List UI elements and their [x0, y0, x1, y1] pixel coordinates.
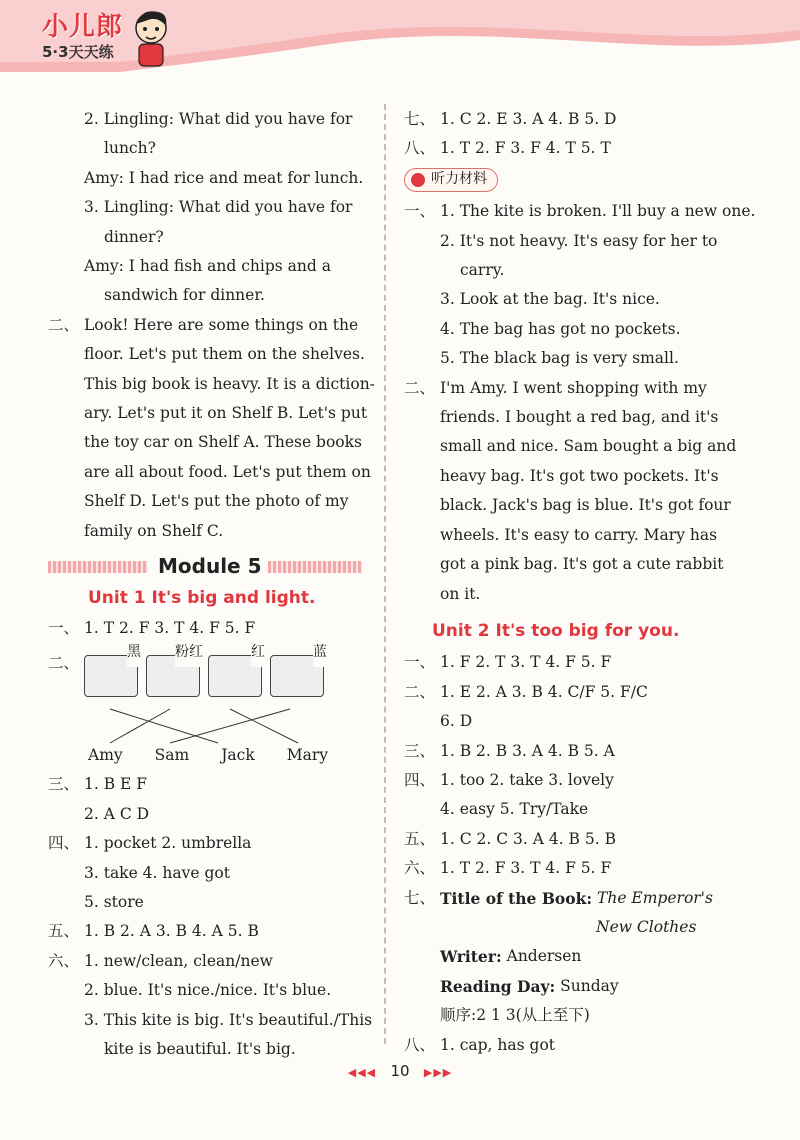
name-label: Mary [286, 745, 328, 764]
dialogue-line: 2. Lingling: What did you have for [84, 110, 353, 128]
passage-line: Shelf D. Let's put the photo of my [84, 492, 349, 511]
reading-day-value: Sunday [560, 976, 619, 995]
bag-color-label: 蓝 [313, 638, 327, 667]
column-divider [384, 104, 386, 1044]
passage-line: family on Shelf C. [84, 521, 224, 540]
answer-row [404, 972, 724, 1001]
listening-line: black. Jack's bag is blue. It's got four [440, 496, 731, 515]
module-stripe-left [48, 561, 148, 573]
listening-row [404, 344, 724, 373]
section-label: 八、 [404, 1035, 436, 1054]
section-label: 二、 [404, 378, 436, 397]
answer-row [404, 737, 724, 766]
book-title: The Emperor's [597, 888, 713, 907]
answer-text: 6. D [440, 712, 473, 731]
answer-text: 1. T 2. F 3. T 4. F 5. F [440, 859, 612, 878]
answer-text: 1. pocket 2. umbrella [84, 834, 252, 853]
section-label: 三、 [48, 775, 80, 794]
answer-text: 2. blue. It's nice./nice. It's blue. [84, 981, 332, 1000]
answer-row [48, 770, 368, 799]
listening-line: small and nice. Sam bought a big and [440, 437, 737, 456]
module-title: Module 5 [152, 552, 268, 581]
dialogue-line: sandwich for dinner. [104, 286, 265, 305]
dialogue-line: dinner? [104, 227, 164, 246]
answer-text: 1. E 2. A 3. B 4. C/F 5. F/C [440, 682, 648, 701]
answer-row [404, 105, 724, 134]
module-stripe-right [258, 561, 362, 573]
passage-block [48, 340, 375, 546]
section-label: 六、 [48, 951, 80, 970]
answer-text: 3. take 4. have got [84, 863, 230, 882]
dialogue-block [48, 105, 368, 311]
listening-row [404, 285, 724, 314]
section-label: 一、 [48, 618, 80, 637]
answer-row [404, 942, 724, 971]
name-label: Sam [154, 745, 190, 764]
page-number: 10 [390, 1062, 410, 1080]
answer-row [404, 913, 724, 942]
answer-text: 1. F 2. T 3. T 4. F 5. F [440, 653, 612, 672]
listening-row [404, 315, 724, 344]
bag-matching-row [48, 643, 368, 713]
passage-line: ary. Let's put it on Shelf B. Let's put [84, 404, 368, 423]
section-label: 六、 [404, 859, 436, 878]
brand-name: 小儿郎 [42, 12, 124, 42]
book-title-label: Title of the Book: [440, 888, 593, 908]
answer-text: kite is beautiful. It's big. [104, 1039, 296, 1058]
bag-picture [84, 643, 141, 697]
answer-row [48, 800, 368, 829]
listening-line: I'm Amy. I went shopping with my [440, 378, 707, 397]
series-name: 5·3天天练 [42, 43, 114, 61]
listening-line: got a pink bag. It's got a cute rabbit [440, 555, 724, 574]
listening-row [404, 197, 756, 226]
listening-line: heavy bag. It's got two pockets. It's [440, 466, 719, 485]
mascot-boy-icon [128, 6, 174, 68]
section-label: 四、 [48, 834, 80, 853]
listening-passage [404, 403, 737, 609]
dialogue-line: 3. Lingling: What did you have for [84, 198, 353, 217]
answer-row [48, 1006, 373, 1035]
answer-row [48, 888, 368, 917]
left-column [48, 105, 375, 1064]
listening-row [404, 374, 724, 403]
passage-line: floor. Let's put them on the shelves. [84, 345, 365, 364]
section-2-row [48, 311, 368, 340]
section-label: 五、 [48, 922, 80, 941]
listening-row [404, 227, 724, 256]
answer-row [48, 859, 368, 888]
answer-row [48, 917, 368, 946]
listening-line: 2. It's not heavy. It's easy for her to [440, 231, 718, 250]
passage-line: Look! Here are some things on the [84, 315, 359, 334]
section-label: 七、 [404, 888, 436, 907]
dialogue-line: lunch? [104, 139, 156, 158]
section-label: 三、 [404, 741, 436, 760]
section-label: 八、 [404, 139, 436, 158]
answer-text: 1. too 2. take 3. lovely [440, 770, 614, 789]
section-label: 四、 [404, 770, 436, 789]
answer-text: 1. cap, has got [440, 1035, 556, 1054]
answer-row [404, 1001, 724, 1030]
name-label: Jack [221, 745, 255, 764]
listening-row [404, 256, 724, 285]
answer-text: 1. B E F [84, 775, 148, 794]
answer-text: 1. C 2. E 3. A 4. B 5. D [440, 110, 617, 128]
right-arrows-icon: ▶▶▶ [423, 1066, 453, 1079]
answer-text: 2. A C D [84, 804, 150, 823]
answer-row [404, 648, 724, 677]
bag-color-label: 粉红 [175, 638, 203, 667]
listening-line: 5. The black bag is very small. [440, 349, 679, 368]
answer-row [404, 707, 724, 736]
answer-text: 5. store [84, 892, 144, 911]
listening-line: 4. The bag has got no pockets. [440, 319, 681, 338]
answer-row [404, 884, 724, 913]
brand-logo [42, 6, 123, 62]
listening-line: wheels. It's easy to carry. Mary has [440, 525, 718, 544]
section-label: 七、 [404, 110, 436, 128]
bag-picture [208, 643, 265, 697]
answer-text: 1. C 2. C 3. A 4. B 5. B [440, 829, 616, 848]
answer-text: 1. T 2. F 3. T 4. F 5. F [84, 618, 256, 637]
answer-text: 4. easy 5. Try/Take [440, 800, 589, 819]
bag-color-label: 黑 [127, 638, 141, 667]
answer-row [404, 678, 724, 707]
section-label: 二、 [48, 653, 80, 672]
listening-line: carry. [460, 261, 505, 280]
book-title-cont: New Clothes [596, 917, 697, 936]
unit-1-title: Unit 1 It's big and light. [88, 588, 316, 609]
listening-line: 3. Look at the bag. It's nice. [440, 290, 660, 309]
answer-row [404, 766, 724, 795]
left-arrows-icon: ◀◀◀ [347, 1066, 377, 1079]
listening-line: on it. [440, 584, 481, 603]
passage-line: the toy car on Shelf A. These books [84, 433, 362, 452]
headphones-icon [411, 173, 425, 187]
writer-label: Writer: [440, 947, 502, 967]
writer-value: Andersen [506, 947, 582, 966]
listening-label: 听力材料 [431, 171, 487, 188]
section-label: 一、 [404, 202, 436, 221]
answer-row [404, 854, 724, 883]
section-label: 一、 [404, 653, 436, 672]
dialogue-line: Amy: I had fish and chips and a [84, 257, 331, 276]
listening-line: friends. I bought a red bag, and it's [440, 408, 719, 427]
bag-pictures [84, 643, 327, 713]
unit-2-title: Unit 2 It's too big for you. [432, 620, 680, 641]
answer-row [48, 829, 368, 858]
answer-text: 1. B 2. A 3. B 4. A 5. B [84, 922, 259, 941]
answer-row [48, 947, 368, 976]
bag-color-label: 红 [251, 638, 265, 667]
bag-picture [146, 643, 203, 697]
name-label: Amy [88, 745, 123, 764]
name-labels [88, 741, 328, 770]
section-label: 二、 [48, 315, 80, 334]
answer-row [48, 1035, 368, 1064]
page-footer [0, 1062, 800, 1080]
section-label: 五、 [404, 829, 436, 848]
answer-row [48, 976, 368, 1005]
right-column [404, 105, 756, 1060]
reading-day-label: Reading Day: [440, 976, 556, 996]
answer-text: 1. new/clean, clean/new [84, 951, 273, 970]
passage-line: This big book is heavy. It is a diction- [84, 374, 375, 393]
answer-text: 1. T 2. F 3. F 4. T 5. T [440, 139, 611, 158]
answer-text: 3. This kite is big. It's beautiful./This [84, 1010, 373, 1029]
listening-material-tag [404, 168, 498, 192]
answer-row [404, 825, 724, 854]
answer-row [404, 795, 724, 824]
section-label: 二、 [404, 682, 436, 701]
passage-line: are all about food. Let's put them on [84, 462, 371, 481]
bag-picture [270, 643, 327, 697]
answer-row [404, 134, 724, 163]
order-text: 顺序:2 1 3(从上至下) [440, 1006, 590, 1025]
listening-line: 1. The kite is broken. I'll buy a new one. [440, 202, 756, 221]
module-heading [48, 552, 368, 582]
dialogue-line: Amy: I had rice and meat for lunch. [84, 168, 364, 187]
page-header [0, 0, 800, 78]
answer-text: 1. B 2. B 3. A 4. B 5. A [440, 741, 615, 760]
answer-row [404, 1031, 724, 1060]
